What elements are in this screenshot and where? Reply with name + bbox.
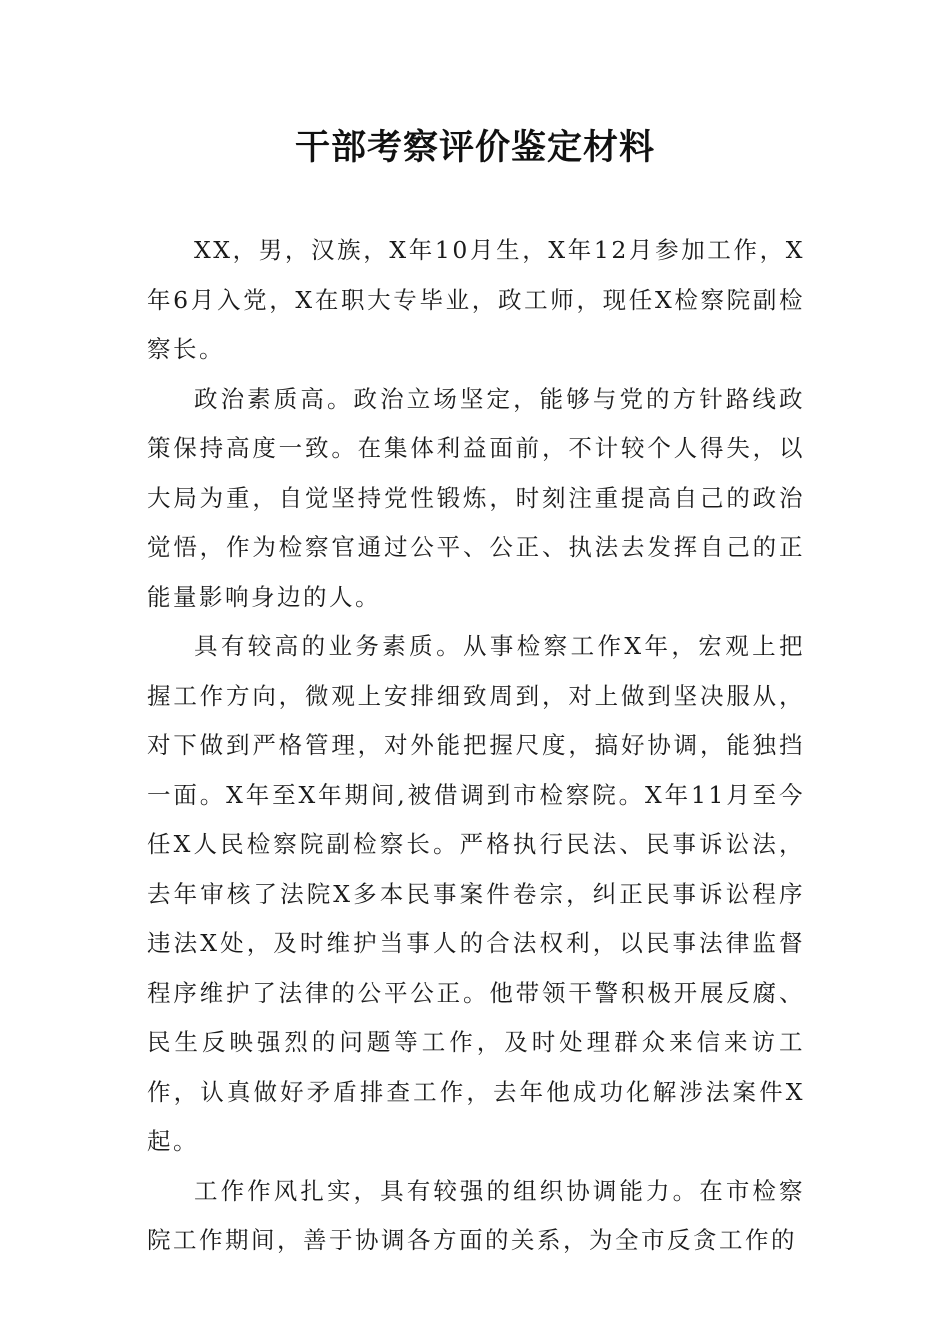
paragraph-work-style: 工作作风扎实，具有较强的组织协调能力。在市检察院工作期间，善于协调各方面的关系，为全市反贪工作的 [147,1176,805,1254]
paragraph-basic-info: XX，男，汉族，X年10月生，X年12月参加工作，X年6月入党，X在职大专毕业，政工师，现任X检察院副检察长。 [147,236,805,363]
document-title: 干部考察评价鉴定材料 [294,127,655,168]
paragraph-political-quality: 政治素质高。政治立场坚定，能够与党的方针路线政策保持高度一致。在集体利益面前，不计较个人得失，以大局为重，自觉坚持党性锻炼，时刻注重提高自己的政治觉悟，作为检察官通过公平、公正、执法去发挥自己的正能量影响身边的人。 [147,384,805,611]
paragraph-professional-quality: 具有较高的业务素质。从事检察工作X年，宏观上把握工作方向，微观上安排细致周到，对上做到坚决服从，对下做到严格管理，对外能把握尺度，搞好协调，能独挡一面。X年至X年期间,被借调到市检察院。X年11月至今任X人民检察院副检察长。严格执行民法、民事诉讼法，去年审核了法院X多本民事案件卷宗，纠正民事诉讼程序违法X处，及时维护当事人的合法权利，以民事法律监督程序维护了法律的公平公正。他带领干警积极开展反腐、民生反映强烈的问题等工作，及时处理群众来信来访工作，认真做好矛盾排查工作，去年他成功化解涉法案件X起。 [147,632,805,1155]
document-body [147,226,805,1266]
